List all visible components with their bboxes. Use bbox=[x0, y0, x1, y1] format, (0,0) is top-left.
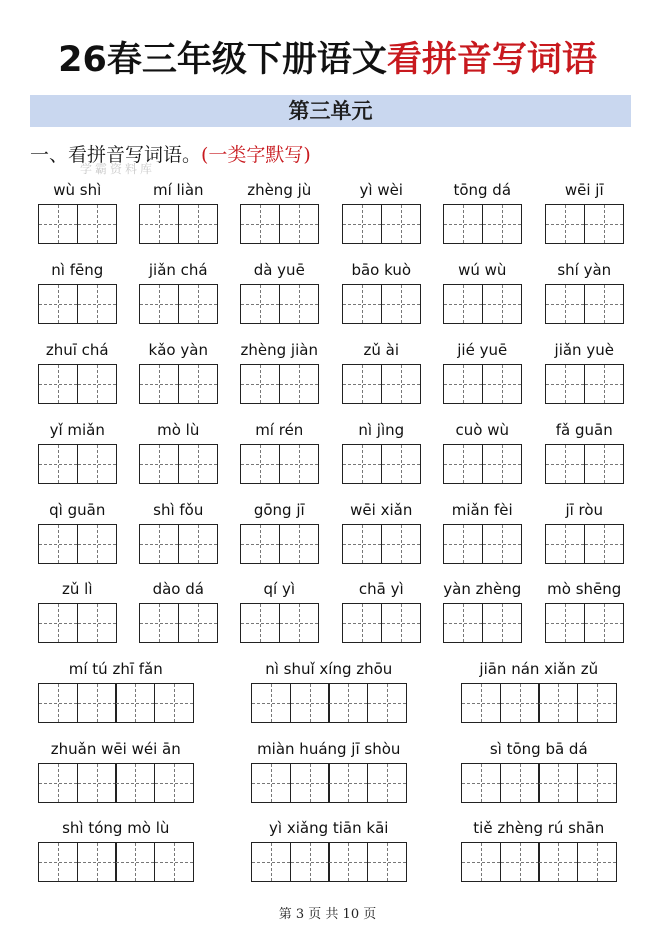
tian-zi-box[interactable] bbox=[139, 204, 179, 244]
tian-zi-box[interactable] bbox=[178, 444, 218, 484]
tian-zi-box[interactable] bbox=[367, 683, 407, 723]
writing-boxes bbox=[240, 284, 317, 324]
tian-zi-box[interactable] bbox=[342, 284, 382, 324]
word-item bbox=[38, 180, 117, 244]
pinyin-label: miàn huáng jī shòu bbox=[257, 740, 401, 758]
tian-zi-box[interactable] bbox=[251, 683, 291, 723]
tian-zi-box[interactable] bbox=[342, 364, 382, 404]
pinyin-label: bāo kuò bbox=[351, 261, 412, 279]
pinyin-label: shí yàn bbox=[557, 261, 612, 279]
pinyin-label: mí rén bbox=[255, 421, 304, 439]
pinyin-label: mò lù bbox=[157, 421, 200, 439]
word-item bbox=[545, 579, 624, 643]
tian-zi-box[interactable] bbox=[38, 683, 78, 723]
tian-zi-box[interactable] bbox=[367, 842, 407, 882]
tian-zi-box[interactable] bbox=[290, 683, 330, 723]
writing-boxes bbox=[38, 842, 192, 882]
writing-boxes bbox=[38, 204, 115, 244]
word-item bbox=[38, 420, 117, 484]
pinyin-label: zǔ lì bbox=[62, 580, 93, 598]
writing-boxes bbox=[139, 204, 216, 244]
word-item bbox=[342, 579, 421, 643]
writing-boxes bbox=[38, 364, 115, 404]
pinyin-label: shì tóng mò lù bbox=[62, 819, 170, 837]
tian-zi-box[interactable] bbox=[584, 603, 624, 643]
pinyin-label: wú wù bbox=[458, 261, 507, 279]
section-heading-text: 一、看拼音写词语。 bbox=[30, 144, 202, 166]
pinyin-label: tiě zhèng rú shān bbox=[473, 819, 605, 837]
writing-boxes bbox=[545, 444, 622, 484]
tian-zi-box[interactable] bbox=[115, 683, 155, 723]
writing-boxes bbox=[251, 763, 405, 803]
writing-boxes bbox=[342, 524, 419, 564]
tian-zi-box[interactable] bbox=[342, 444, 382, 484]
tian-zi-box[interactable] bbox=[577, 763, 617, 803]
pinyin-label: qì guān bbox=[49, 501, 106, 519]
tian-zi-box[interactable] bbox=[279, 364, 319, 404]
pinyin-label: shì fǒu bbox=[153, 501, 204, 519]
tian-zi-box[interactable] bbox=[342, 524, 382, 564]
tian-zi-box[interactable] bbox=[482, 364, 522, 404]
word-item bbox=[251, 739, 407, 803]
tian-zi-box[interactable] bbox=[38, 524, 78, 564]
tian-zi-box[interactable] bbox=[328, 683, 368, 723]
pinyin-label: yàn zhèng bbox=[443, 580, 522, 598]
word-item bbox=[38, 739, 194, 803]
tian-zi-box[interactable] bbox=[38, 444, 78, 484]
tian-zi-box[interactable] bbox=[290, 842, 330, 882]
pinyin-label: nì jìng bbox=[358, 421, 405, 439]
pinyin-label: mí liàn bbox=[152, 181, 204, 199]
tian-zi-box[interactable] bbox=[545, 603, 585, 643]
tian-zi-box[interactable] bbox=[381, 364, 421, 404]
writing-boxes bbox=[443, 603, 520, 643]
writing-boxes bbox=[342, 444, 419, 484]
tian-zi-box[interactable] bbox=[482, 524, 522, 564]
word-item bbox=[139, 500, 218, 564]
writing-boxes bbox=[240, 524, 317, 564]
tian-zi-box[interactable] bbox=[115, 763, 155, 803]
tian-zi-box[interactable] bbox=[545, 444, 585, 484]
pinyin-label: zhèng jù bbox=[247, 181, 312, 199]
tian-zi-box[interactable] bbox=[381, 284, 421, 324]
tian-zi-box[interactable] bbox=[77, 603, 117, 643]
pinyin-label: nì shuǐ xíng zhōu bbox=[265, 660, 393, 678]
tian-zi-box[interactable] bbox=[500, 763, 540, 803]
word-item bbox=[545, 500, 624, 564]
word-item bbox=[342, 500, 421, 564]
pinyin-label: jiǎn chá bbox=[148, 261, 208, 279]
writing-boxes bbox=[443, 284, 520, 324]
word-item bbox=[461, 659, 617, 723]
writing-boxes bbox=[240, 444, 317, 484]
writing-boxes bbox=[139, 524, 216, 564]
writing-boxes bbox=[38, 683, 192, 723]
tian-zi-box[interactable] bbox=[577, 842, 617, 882]
pinyin-label: kǎo yàn bbox=[148, 341, 208, 359]
tian-zi-box[interactable] bbox=[443, 444, 483, 484]
word-item bbox=[443, 420, 522, 484]
pinyin-label: jiān nán xiǎn zǔ bbox=[479, 660, 599, 678]
writing-boxes bbox=[443, 524, 520, 564]
writing-boxes bbox=[545, 284, 622, 324]
writing-boxes bbox=[461, 842, 615, 882]
tian-zi-box[interactable] bbox=[500, 842, 540, 882]
word-item bbox=[545, 180, 624, 244]
tian-zi-box[interactable] bbox=[545, 204, 585, 244]
word-item bbox=[38, 500, 117, 564]
tian-zi-box[interactable] bbox=[367, 763, 407, 803]
word-item bbox=[251, 659, 407, 723]
tian-zi-box[interactable] bbox=[77, 284, 117, 324]
watermark: 学霸资料库 bbox=[80, 162, 156, 176]
writing-boxes bbox=[461, 683, 615, 723]
word-item bbox=[545, 340, 624, 404]
writing-boxes bbox=[545, 204, 622, 244]
tian-zi-box[interactable] bbox=[342, 603, 382, 643]
word-item bbox=[139, 420, 218, 484]
pinyin-label: gōng jī bbox=[253, 501, 305, 519]
tian-zi-box[interactable] bbox=[139, 444, 179, 484]
word-item bbox=[240, 500, 319, 564]
tian-zi-box[interactable] bbox=[538, 842, 578, 882]
word-item bbox=[38, 340, 117, 404]
pinyin-label: dào dá bbox=[152, 580, 204, 598]
tian-zi-box[interactable] bbox=[342, 204, 382, 244]
pinyin-label: wēi xiǎn bbox=[350, 501, 413, 519]
writing-boxes bbox=[545, 524, 622, 564]
title-highlight: 看拼音写词语 bbox=[386, 39, 597, 80]
word-item bbox=[139, 260, 218, 324]
tian-zi-box[interactable] bbox=[279, 284, 319, 324]
tian-zi-box[interactable] bbox=[115, 842, 155, 882]
pinyin-label: wēi jī bbox=[564, 181, 604, 199]
tian-zi-box[interactable] bbox=[443, 603, 483, 643]
word-item bbox=[545, 420, 624, 484]
writing-boxes bbox=[342, 284, 419, 324]
writing-boxes bbox=[38, 284, 115, 324]
tian-zi-box[interactable] bbox=[38, 364, 78, 404]
writing-boxes bbox=[545, 364, 622, 404]
tian-zi-box[interactable] bbox=[77, 842, 117, 882]
tian-zi-box[interactable] bbox=[328, 763, 368, 803]
tian-zi-box[interactable] bbox=[251, 763, 291, 803]
writing-boxes bbox=[342, 204, 419, 244]
word-item bbox=[139, 579, 218, 643]
tian-zi-box[interactable] bbox=[77, 364, 117, 404]
pinyin-label: tōng dá bbox=[453, 181, 512, 199]
pinyin-label: yì xiǎng tiān kāi bbox=[269, 819, 389, 837]
tian-zi-box[interactable] bbox=[251, 842, 291, 882]
writing-boxes bbox=[545, 603, 622, 643]
writing-boxes bbox=[342, 364, 419, 404]
writing-boxes bbox=[443, 364, 520, 404]
tian-zi-box[interactable] bbox=[443, 204, 483, 244]
tian-zi-box[interactable] bbox=[240, 603, 280, 643]
writing-boxes bbox=[38, 444, 115, 484]
word-item bbox=[139, 180, 218, 244]
writing-boxes bbox=[139, 444, 216, 484]
tian-zi-box[interactable] bbox=[584, 364, 624, 404]
tian-zi-box[interactable] bbox=[381, 603, 421, 643]
tian-zi-box[interactable] bbox=[139, 524, 179, 564]
tian-zi-box[interactable] bbox=[545, 524, 585, 564]
pinyin-label: nì fēng bbox=[51, 261, 104, 279]
tian-zi-box[interactable] bbox=[240, 204, 280, 244]
pinyin-label: zhuǎn wēi wéi ān bbox=[50, 740, 181, 758]
word-item bbox=[251, 818, 407, 882]
word-item bbox=[443, 340, 522, 404]
pinyin-label: sì tōng bā dá bbox=[489, 740, 588, 758]
pinyin-label: miǎn fèi bbox=[451, 501, 513, 519]
tian-zi-box[interactable] bbox=[545, 284, 585, 324]
pinyin-label: yǐ miǎn bbox=[49, 421, 105, 439]
page-footer: 第 3 页 共 10 页 bbox=[278, 907, 377, 922]
word-item bbox=[38, 659, 194, 723]
pinyin-label: mí tú zhī fǎn bbox=[68, 660, 163, 678]
pinyin-label: qí yì bbox=[263, 580, 295, 598]
word-item bbox=[240, 180, 319, 244]
section-note: (一类字默写) bbox=[201, 144, 311, 166]
tian-zi-box[interactable] bbox=[77, 524, 117, 564]
pinyin-label: wù shì bbox=[53, 181, 102, 199]
word-item bbox=[139, 340, 218, 404]
tian-zi-box[interactable] bbox=[38, 284, 78, 324]
word-item bbox=[342, 420, 421, 484]
tian-zi-box[interactable] bbox=[328, 842, 368, 882]
tian-zi-box[interactable] bbox=[38, 842, 78, 882]
tian-zi-box[interactable] bbox=[584, 444, 624, 484]
tian-zi-box[interactable] bbox=[290, 763, 330, 803]
tian-zi-box[interactable] bbox=[240, 284, 280, 324]
title-main: 26春三年级下册语文 bbox=[58, 40, 387, 80]
pinyin-label: dà yuē bbox=[253, 261, 305, 279]
writing-boxes bbox=[443, 444, 520, 484]
tian-zi-box[interactable] bbox=[584, 524, 624, 564]
tian-zi-box[interactable] bbox=[77, 763, 117, 803]
writing-boxes bbox=[38, 524, 115, 564]
word-item bbox=[545, 260, 624, 324]
unit-banner: 第三单元 bbox=[30, 95, 631, 127]
pinyin-label: jī ròu bbox=[565, 501, 604, 519]
tian-zi-box[interactable] bbox=[500, 683, 540, 723]
tian-zi-box[interactable] bbox=[38, 204, 78, 244]
pinyin-label: jié yuē bbox=[457, 341, 508, 359]
tian-zi-box[interactable] bbox=[178, 524, 218, 564]
tian-zi-box[interactable] bbox=[154, 842, 194, 882]
tian-zi-box[interactable] bbox=[461, 683, 501, 723]
tian-zi-box[interactable] bbox=[38, 603, 78, 643]
writing-boxes bbox=[38, 763, 192, 803]
word-item bbox=[240, 340, 319, 404]
tian-zi-box[interactable] bbox=[240, 364, 280, 404]
pinyin-label: chā yì bbox=[358, 580, 404, 598]
writing-boxes bbox=[139, 284, 216, 324]
tian-zi-box[interactable] bbox=[538, 683, 578, 723]
tian-zi-box[interactable] bbox=[482, 444, 522, 484]
tian-zi-box[interactable] bbox=[584, 284, 624, 324]
pinyin-label: fǎ guān bbox=[555, 421, 613, 439]
writing-boxes bbox=[240, 603, 317, 643]
pinyin-label: cuò wù bbox=[455, 421, 509, 439]
section-heading bbox=[30, 141, 311, 169]
word-item bbox=[38, 579, 117, 643]
tian-zi-box[interactable] bbox=[381, 444, 421, 484]
tian-zi-box[interactable] bbox=[461, 842, 501, 882]
tian-zi-box[interactable] bbox=[443, 364, 483, 404]
tian-zi-box[interactable] bbox=[139, 364, 179, 404]
writing-boxes bbox=[139, 364, 216, 404]
pinyin-label: zhuī chá bbox=[45, 341, 109, 359]
tian-zi-box[interactable] bbox=[279, 204, 319, 244]
word-item bbox=[38, 818, 194, 882]
word-item bbox=[342, 340, 421, 404]
tian-zi-box[interactable] bbox=[577, 683, 617, 723]
tian-zi-box[interactable] bbox=[178, 603, 218, 643]
tian-zi-box[interactable] bbox=[584, 204, 624, 244]
tian-zi-box[interactable] bbox=[381, 524, 421, 564]
writing-boxes bbox=[139, 603, 216, 643]
word-item bbox=[443, 180, 522, 244]
tian-zi-box[interactable] bbox=[154, 683, 194, 723]
writing-boxes bbox=[38, 603, 115, 643]
tian-zi-box[interactable] bbox=[545, 364, 585, 404]
writing-boxes bbox=[342, 603, 419, 643]
page-title bbox=[0, 36, 655, 84]
word-item bbox=[240, 260, 319, 324]
tian-zi-box[interactable] bbox=[482, 284, 522, 324]
word-item bbox=[240, 579, 319, 643]
pinyin-label: jiǎn yuè bbox=[554, 341, 614, 359]
tian-zi-box[interactable] bbox=[279, 444, 319, 484]
pinyin-label: yì wèi bbox=[359, 181, 403, 199]
tian-zi-box[interactable] bbox=[77, 444, 117, 484]
tian-zi-box[interactable] bbox=[443, 524, 483, 564]
word-item bbox=[342, 180, 421, 244]
tian-zi-box[interactable] bbox=[77, 204, 117, 244]
tian-zi-box[interactable] bbox=[77, 683, 117, 723]
tian-zi-box[interactable] bbox=[240, 444, 280, 484]
word-item bbox=[443, 500, 522, 564]
tian-zi-box[interactable] bbox=[538, 763, 578, 803]
writing-boxes bbox=[461, 763, 615, 803]
pinyin-label: mò shēng bbox=[547, 580, 622, 598]
writing-boxes bbox=[251, 683, 405, 723]
writing-boxes bbox=[240, 364, 317, 404]
word-item bbox=[240, 420, 319, 484]
pinyin-label: zǔ ài bbox=[363, 341, 399, 359]
writing-boxes bbox=[240, 204, 317, 244]
word-item bbox=[461, 818, 617, 882]
word-item bbox=[443, 579, 522, 643]
tian-zi-box[interactable] bbox=[482, 603, 522, 643]
tian-zi-box[interactable] bbox=[139, 284, 179, 324]
tian-zi-box[interactable] bbox=[443, 284, 483, 324]
word-item bbox=[342, 260, 421, 324]
tian-zi-box[interactable] bbox=[38, 763, 78, 803]
word-item bbox=[38, 260, 117, 324]
tian-zi-box[interactable] bbox=[482, 204, 522, 244]
writing-boxes bbox=[443, 204, 520, 244]
tian-zi-box[interactable] bbox=[139, 603, 179, 643]
tian-zi-box[interactable] bbox=[461, 763, 501, 803]
tian-zi-box[interactable] bbox=[178, 364, 218, 404]
tian-zi-box[interactable] bbox=[381, 204, 421, 244]
tian-zi-box[interactable] bbox=[240, 524, 280, 564]
word-item bbox=[461, 739, 617, 803]
tian-zi-box[interactable] bbox=[178, 284, 218, 324]
word-item bbox=[443, 260, 522, 324]
pinyin-label: zhèng jiàn bbox=[240, 341, 318, 359]
writing-boxes bbox=[251, 842, 405, 882]
tian-zi-box[interactable] bbox=[279, 603, 319, 643]
tian-zi-box[interactable] bbox=[154, 763, 194, 803]
tian-zi-box[interactable] bbox=[279, 524, 319, 564]
tian-zi-box[interactable] bbox=[178, 204, 218, 244]
